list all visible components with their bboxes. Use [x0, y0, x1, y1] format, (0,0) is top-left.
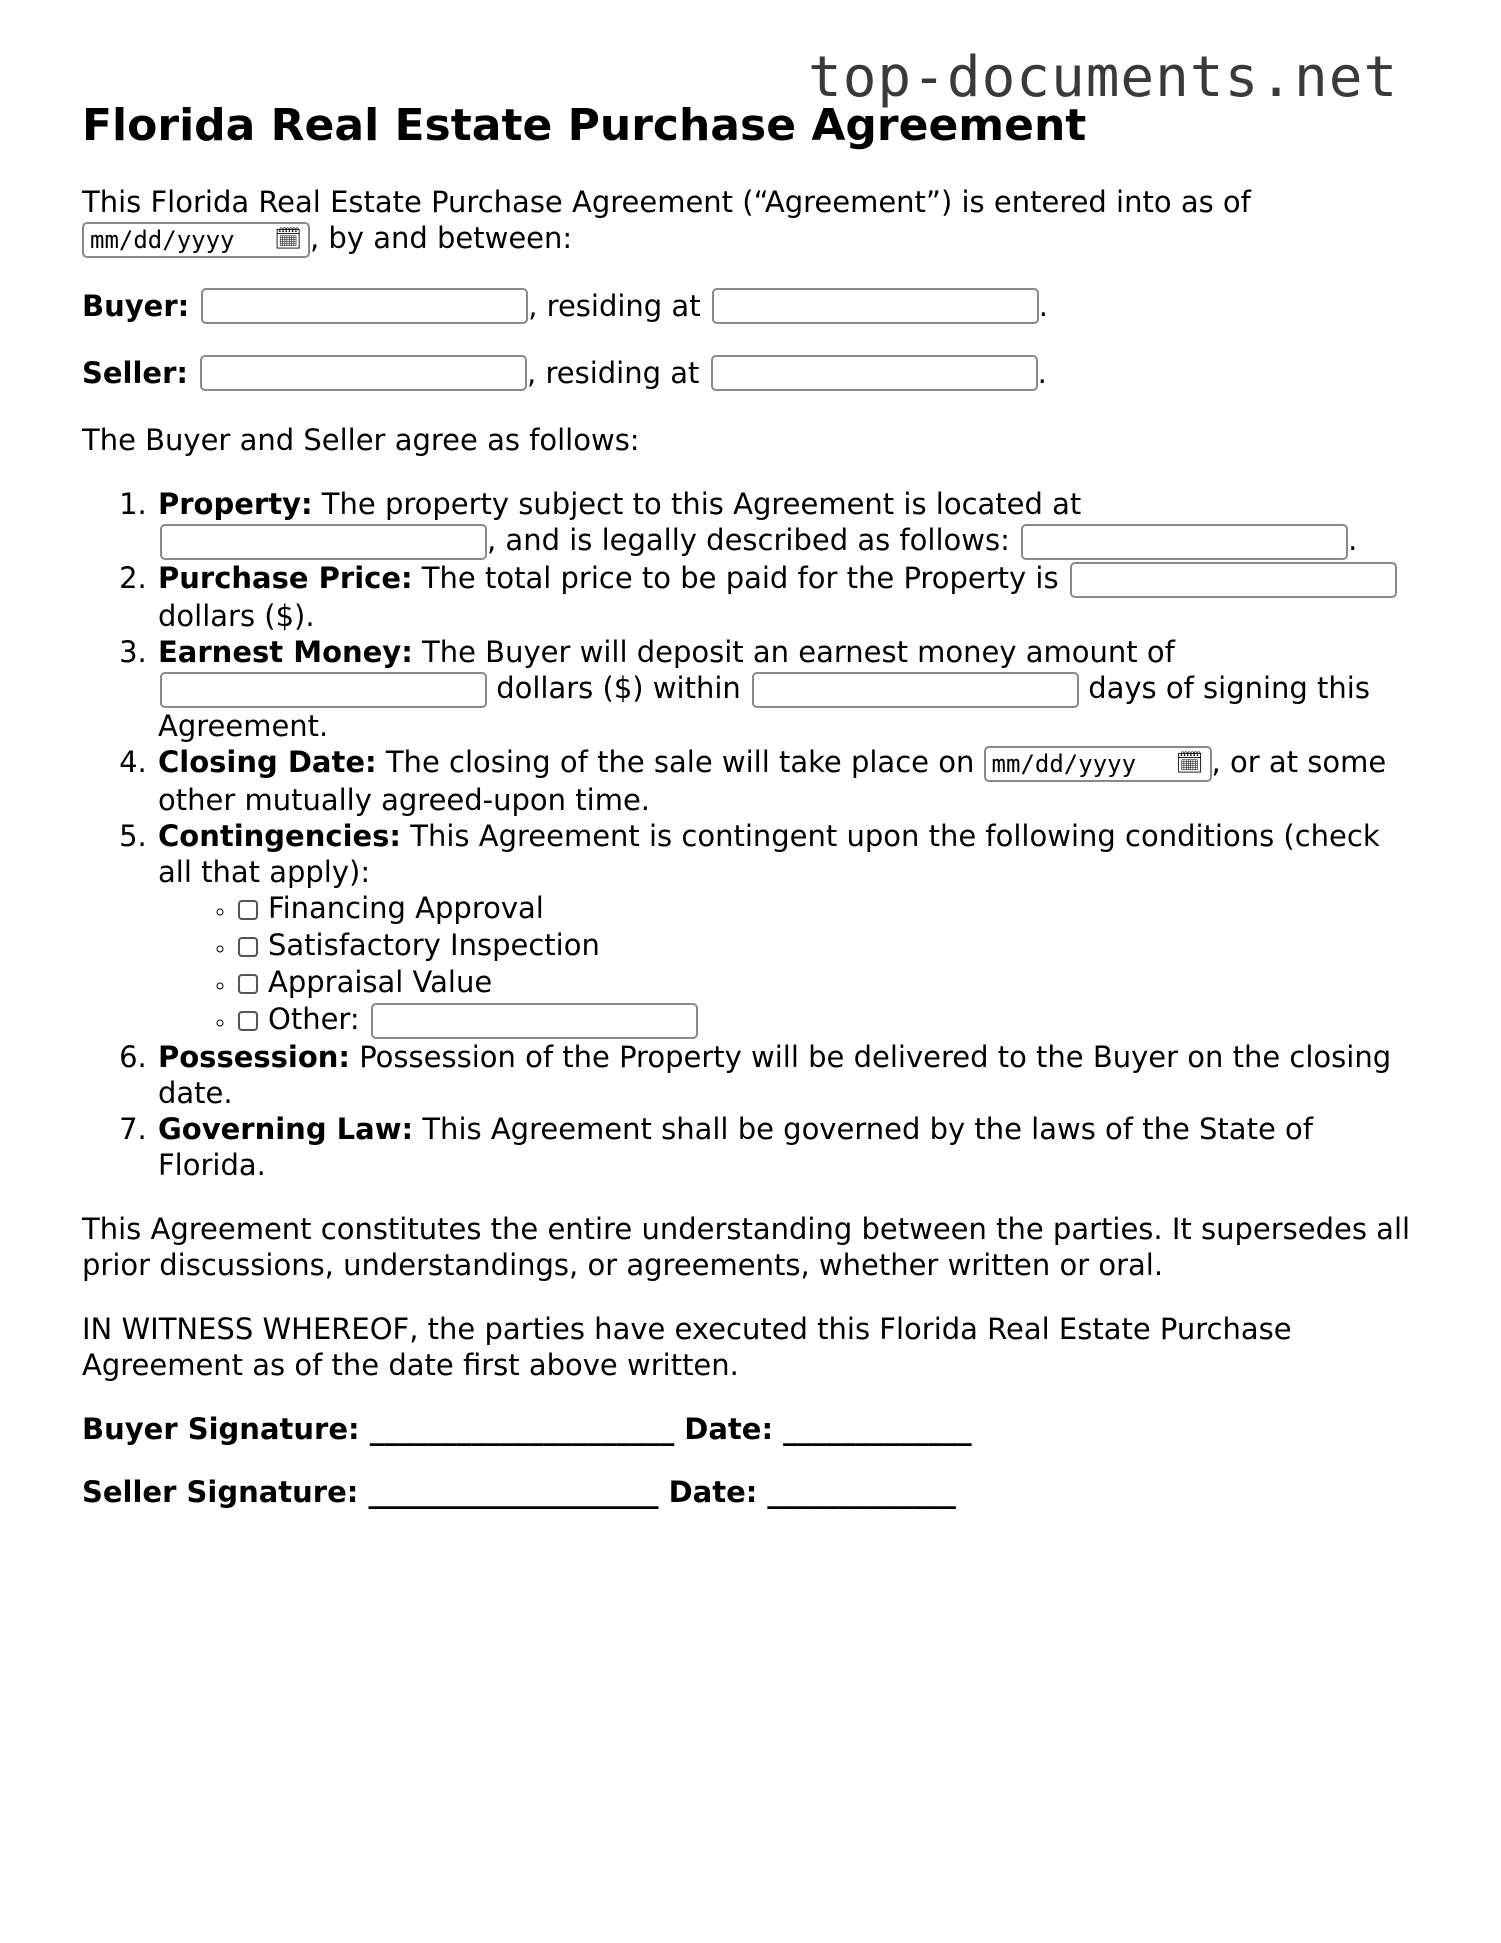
property-label: Property: [158, 487, 313, 521]
financing-checkbox[interactable] [238, 900, 258, 920]
contingencies-label: Contingencies: [158, 819, 402, 853]
witness-paragraph: IN WITNESS WHEREOF, the parties have executed this Florida Real Estate Purchase Agreement as of the date first above written. [82, 1312, 1292, 1382]
intro-paragraph [82, 184, 1422, 258]
agree-text: The Buyer and Seller agree as follows: [82, 423, 640, 457]
other-checkbox[interactable] [238, 1011, 258, 1031]
closing-date-input[interactable] [984, 746, 1212, 782]
intro-text: This Florida Real Estate Purchase Agreement (“Agreement”) is entered into as of [82, 185, 1251, 219]
closing-date-placeholder: mm/dd/yyyy [991, 750, 1137, 778]
law-text: This Agreement shall be governed by the laws of the State of Florida. [158, 1112, 1313, 1182]
earnest-text: The Buyer will deposit an earnest money amount of [412, 635, 1175, 669]
property-text-2: , and is legally described as follows: [487, 523, 1020, 557]
buyer-signature-line[interactable]: Buyer Signature: _____________________ Date: _____________ [82, 1412, 972, 1446]
calendar-icon[interactable]: 🗓 [274, 227, 302, 252]
contingency-item [236, 964, 1422, 1001]
agreement-date-input[interactable] [82, 222, 310, 258]
page-title: Florida Real Estate Purchase Agreement [82, 100, 1087, 151]
buyer-row [82, 288, 1422, 324]
inspection-label: Satisfactory Inspection [268, 928, 600, 962]
entire-agreement-paragraph: This Agreement constitutes the entire understanding between the parties. It supersedes all prior discussions, understandings, or agreements, whether written or oral. [82, 1212, 1411, 1282]
financing-label: Financing Approval [268, 891, 544, 925]
property-legal-description-input[interactable] [1021, 524, 1348, 560]
buyer-name-input[interactable] [201, 288, 528, 324]
price-label: Purchase Price: [158, 561, 413, 595]
property-end: . [1348, 523, 1358, 557]
purchase-price-input[interactable] [1070, 562, 1397, 598]
agreement-date-placeholder: mm/dd/yyyy [90, 226, 235, 254]
property-location-input[interactable] [160, 524, 487, 560]
inspection-checkbox[interactable] [238, 937, 258, 957]
possession-label: Possession: [158, 1040, 350, 1074]
contingency-item [236, 890, 1422, 927]
term-possession [156, 1039, 1422, 1111]
term-property [156, 486, 1422, 560]
seller-residing-text: , residing at [527, 356, 700, 390]
possession-text: Possession of the Property will be delivered to the Buyer on the closing date. [158, 1040, 1392, 1110]
property-text: The property subject to this Agreement is located at [312, 487, 1082, 521]
buyer-end: . [1038, 289, 1049, 323]
buyer-residing-text: , residing at [528, 289, 701, 323]
term-purchase-price [156, 560, 1422, 634]
earnest-label: Earnest Money: [158, 635, 413, 669]
price-text-2: dollars ($). [158, 599, 315, 633]
term-governing-law [156, 1111, 1422, 1183]
term-contingencies [156, 818, 1422, 1039]
calendar-icon[interactable]: 🗓 [1175, 751, 1204, 776]
closing-text: The closing of the sale will take place on [376, 745, 984, 779]
closing-label: Closing Date: [158, 745, 377, 779]
seller-name-input[interactable] [200, 355, 527, 391]
earnest-text-3: days of signing this Agreement. [158, 671, 1370, 743]
seller-signature-line[interactable]: Seller Signature: ____________________ Date: _____________ [82, 1475, 956, 1509]
seller-row [82, 355, 1422, 391]
contingency-item [236, 1001, 1422, 1039]
seller-end: . [1037, 356, 1047, 390]
buyer-label: Buyer: [82, 289, 190, 323]
contingency-item [236, 927, 1422, 964]
term-closing-date [156, 744, 1422, 818]
price-text: The total price to be paid for the Property is [412, 561, 1068, 595]
closing-text-2: , or at some other mutually agreed-upon time. [158, 745, 1387, 817]
appraisal-checkbox[interactable] [238, 974, 258, 994]
term-earnest-money [156, 634, 1422, 744]
contingencies-text: This Agreement is contingent upon the following conditions (check all that apply): [158, 819, 1380, 889]
contingency-list [158, 890, 1422, 1039]
appraisal-label: Appraisal Value [268, 965, 493, 999]
terms-list [82, 486, 1422, 1183]
document [82, 96, 1422, 1537]
seller-label: Seller: [82, 356, 189, 390]
other-contingency-input[interactable] [371, 1003, 698, 1039]
seller-address-input[interactable] [711, 355, 1038, 391]
buyer-address-input[interactable] [712, 288, 1039, 324]
other-label: Other: [268, 1002, 360, 1036]
earnest-days-input[interactable] [752, 672, 1079, 708]
law-label: Governing Law: [158, 1112, 414, 1146]
earnest-text-2: dollars ($) within [487, 671, 750, 705]
watermark: top-documents.net [808, 45, 1399, 110]
intro-text-after: , by and between: [310, 221, 573, 255]
earnest-amount-input[interactable] [160, 672, 487, 708]
